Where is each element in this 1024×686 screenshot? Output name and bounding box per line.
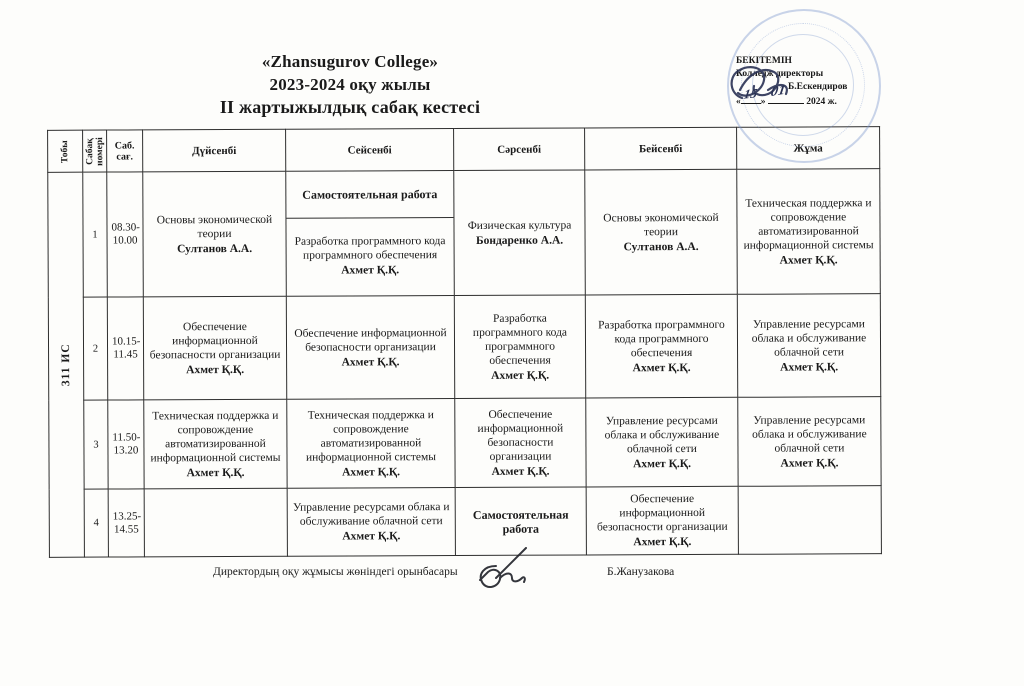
academic-year: 2023-2024 оқу жылы	[269, 75, 431, 94]
cell-wed-1	[454, 170, 586, 296]
col-header-tuesday: Сейсенбі	[286, 129, 454, 172]
cell-mon-2	[143, 296, 286, 400]
group-label: 311 ИС	[60, 343, 73, 387]
subject: Обеспечение информационной безопасности организации	[596, 492, 728, 534]
subject: Техническая поддержка и сопровождение автоматизированной информационной системы	[150, 409, 281, 464]
cell-thu-3	[586, 397, 738, 487]
subject: Обеспечение информационной безопасности организации	[477, 408, 564, 463]
teacher: Ахмет Қ.Қ.	[633, 457, 692, 470]
cell-mon-3	[144, 399, 287, 489]
handwritten-month: 01	[769, 82, 787, 101]
schedule-table	[47, 126, 882, 558]
subject: Техническая поддержка и сопровождение автоматизированной информационной системы	[305, 408, 437, 464]
self-study-label: Самостоятельная работа	[302, 187, 438, 202]
college-name: «Zhansugurov College»	[261, 52, 439, 71]
col-header-lesson-no	[83, 130, 107, 172]
teacher: Ахмет Қ.Қ.	[780, 456, 839, 470]
lesson-number: 4	[84, 489, 108, 557]
subject: Основы экономической теории	[156, 213, 273, 240]
col-header-wednesday: Сәрсенбі	[454, 128, 585, 171]
cell-thu-1	[585, 169, 738, 295]
document-title-block	[120, 50, 580, 119]
cell-wed-3	[455, 398, 586, 488]
teacher: Ахмет Қ.Қ.	[341, 355, 400, 369]
col-header-group	[48, 130, 83, 172]
lesson-number: 2	[83, 297, 107, 400]
cell-tue-4	[287, 488, 455, 557]
subject: Управление ресурсами облака и обслуживание облачной сети	[751, 317, 867, 359]
lesson-row-4	[49, 486, 881, 558]
teacher: Ахмет Қ.Қ.	[186, 466, 245, 479]
director-name: Б.Ескендиров	[788, 82, 848, 92]
teacher: Ахмет Қ.Қ.	[342, 530, 401, 543]
teacher: Султанов А.А.	[177, 242, 253, 255]
col-header-monday: Дүйсенбі	[143, 129, 286, 172]
subject: Разработка программного кода программного обеспечения	[294, 235, 446, 262]
subject: Обеспечение информационной безопасности организации	[294, 326, 447, 354]
teacher: Ахмет Қ.Қ.	[780, 360, 839, 374]
teacher: Ахмет Қ.Қ.	[491, 369, 550, 382]
cell-fri-4-empty	[738, 486, 881, 555]
header-row	[48, 127, 880, 173]
group-cell	[48, 172, 85, 557]
lesson-no-header-label: Сабақ номері	[84, 136, 105, 166]
vice-director-label: Директордың оқу жұмысы жөніндегі орынбасары	[213, 566, 458, 578]
cell-thu-4	[586, 486, 738, 555]
handwritten-day: 15	[742, 85, 758, 102]
subject: Физическая культура	[467, 219, 572, 232]
teacher: Ахмет Қ.Қ.	[342, 465, 401, 479]
quote-close: »	[760, 97, 766, 107]
schedule-table-wrap	[47, 126, 882, 558]
vice-director-signature	[468, 544, 546, 598]
lesson-row-1	[48, 169, 881, 298]
vice-director-name: Б.Жанузакова	[607, 566, 675, 578]
teacher: Ахмет Қ.Қ.	[633, 536, 692, 549]
col-header-thursday: Бейсенбі	[585, 127, 737, 170]
col-header-friday: Жұма	[737, 127, 880, 170]
lesson-time: 10.15- 11.45	[107, 297, 143, 400]
schedule-subtitle: II жартыжылдық сабақ кестесі	[219, 97, 481, 117]
cell-mon-4-empty	[144, 488, 287, 557]
cell-tue-1-top	[286, 171, 453, 219]
cell-fri-3	[738, 397, 881, 487]
subject: Основы экономической теории	[603, 211, 719, 238]
cell-mon-1	[143, 171, 287, 297]
self-study-label: Самостоятельная работа	[472, 507, 569, 536]
teacher: Султанов А.А.	[623, 240, 699, 253]
cell-tue-3	[287, 399, 455, 489]
cell-thu-2	[585, 294, 737, 398]
date-year: 2024 ж.	[806, 97, 837, 107]
col-header-time: Саб. сағ.	[107, 130, 143, 172]
director-signature	[728, 60, 820, 110]
subject: Разработка программного кода программного обеспечения	[472, 312, 568, 367]
subject: Управление ресурсами облака и обслуживание облачной сети	[604, 414, 720, 455]
lesson-row-2	[48, 294, 880, 401]
subject: Управление ресурсами облака и обслуживание облачной сети	[752, 413, 867, 455]
lesson-number: 3	[84, 400, 108, 489]
cell-wed-2	[454, 295, 585, 399]
subject: Обеспечение информационной безопасности организации	[149, 320, 281, 361]
teacher: Ахмет Қ.Қ.	[632, 361, 691, 374]
teacher: Ахмет Қ.Қ.	[491, 465, 550, 478]
subject: Управление ресурсами облака и обслуживание облачной сети	[292, 501, 450, 528]
cell-tue-1-bottom	[286, 218, 453, 294]
lesson-time: 11.50- 13.20	[108, 400, 144, 489]
teacher: Бондаренко А.А.	[475, 234, 564, 247]
group-header-label: Тобы	[60, 139, 71, 163]
teacher: Ахмет Қ.Қ.	[779, 253, 838, 267]
cell-fri-2	[737, 294, 880, 398]
lesson-row-3	[49, 397, 881, 490]
cell-fri-1	[737, 169, 881, 295]
cell-tue-2	[286, 296, 454, 400]
approval-word: БЕКІТЕМІН	[736, 56, 792, 66]
quote-open: «	[736, 97, 741, 107]
subject: Разработка программного кода программного обеспечения	[598, 318, 725, 359]
subject: Техническая поддержка и сопровождение автоматизированной информационной системы	[743, 196, 874, 252]
cell-tue-1-split	[286, 171, 455, 297]
lesson-time: 08.30- 10.00	[107, 172, 144, 297]
lesson-number: 1	[83, 172, 108, 297]
teacher: Ахмет Қ.Қ.	[186, 363, 245, 376]
teacher: Ахмет Қ.Қ.	[341, 264, 400, 277]
lesson-time: 13.25- 14.55	[108, 489, 144, 557]
approver-position: Колледж директоры	[736, 69, 824, 79]
